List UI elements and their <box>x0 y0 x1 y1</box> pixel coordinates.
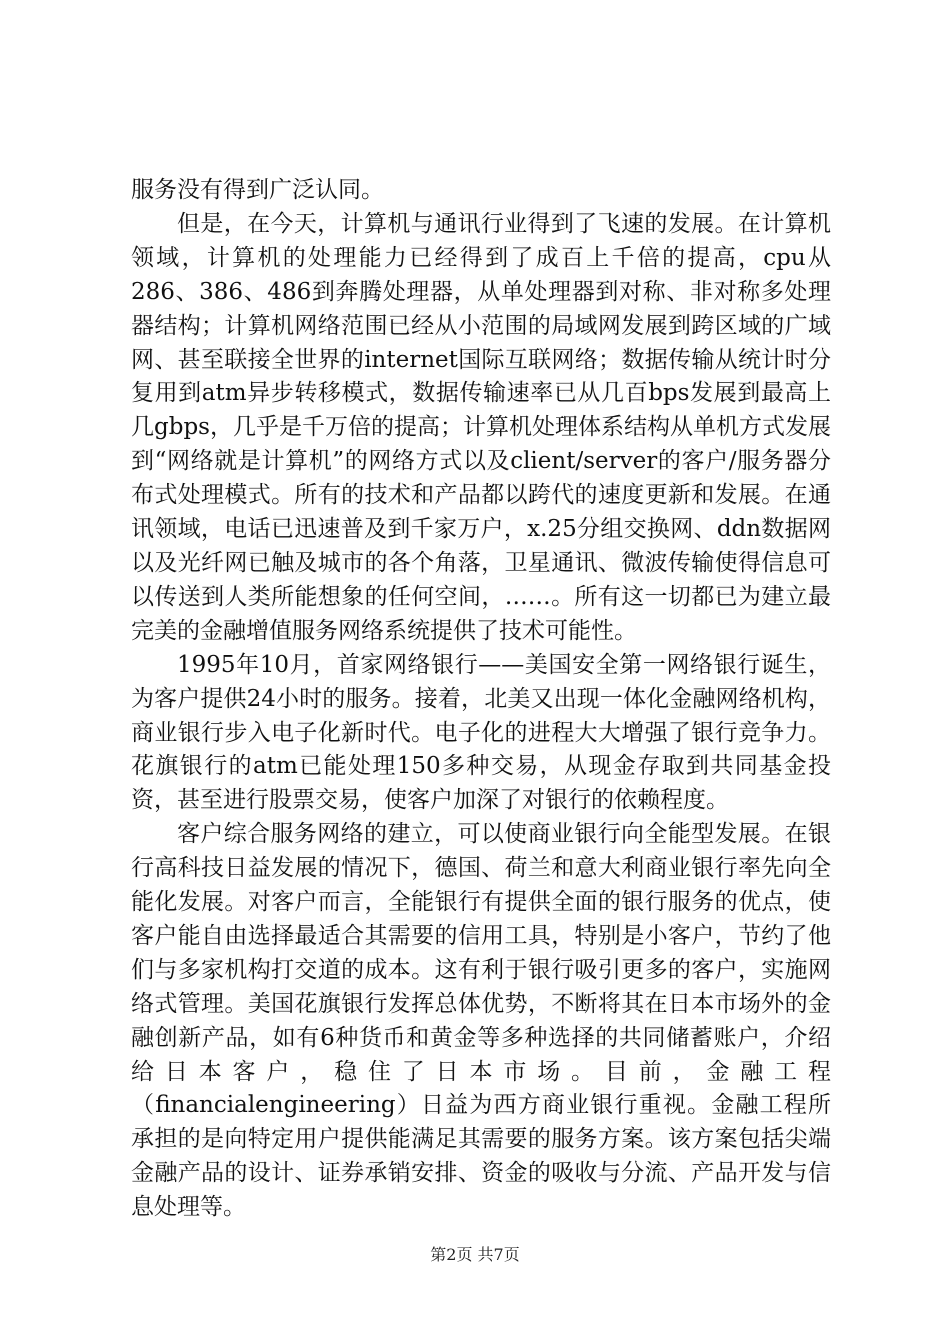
paragraph-network-bank: 1995年10月，首家网络银行——美国安全第一网络银行诞生，为客户提供24小时的服务。接着，北美又出现一体化金融网络机构，商业银行步入电子化新时代。电子化的进程大大增强了银行竞争力。花旗银行的atm已能处理150多种交易，从现金存取到共同基金投资，甚至进行股票交易，使客户加深了对银行的依赖程度。 <box>131 651 831 814</box>
paragraph-customer-service-network: 客户综合服务网络的建立，可以使商业银行向全能型发展。在银行高科技日益发展的情况下，德国、荷兰和意大利商业银行率先向全能化发展。对客户而言，全能银行有提供全面的银行服务的优点，使客户能自由选择最适合其需要的信用工具，特别是小客户，节约了他们与多家机构打交道的成本。这有利于银行吸引更多的客户，实施网络式管理。美国花旗银行发挥总体优势，不断将其在日本市场外的金融创新产品，如有6种货币和黄金等多种选择的共同储蓄账户，介绍给日本客户，稳住了日本市场。目前，金融工程（financialengineering）日益为西方商业银行重视。金融工程所承担的是向特定用户提供能满足其需要的服务方案。该方案包括尖端金融产品的设计、证券承销安排、资金的吸收与分流、产品开发与信息处理等。 <box>131 821 831 1221</box>
paragraph-technology-development: 但是，在今天，计算机与通讯行业得到了飞速的发展。在计算机领域，计算机的处理能力已经得到了成百上千倍的提高，cpu从286、386、486到奔腾处理器，从单处理器到对称、非对称多处理器结构；计算机网络范围已经从小范围的局域网发展到跨区域的广域网、甚至联接全世界的internet国际互联网络；数据传输从统计时分复用到atm异步转移模式，数据传输速率已从几百bps发展到最高上几gbps，几乎是千万倍的提高；计算机处理体系结构从单机方式发展到“网络就是计算机”的网络方式以及client/server的客户/服务器分布式处理模式。所有的技术和产品都以跨代的速度更新和发展。在通讯领域，电话已迅速普及到千家万户，x.25分组交换网、ddn数据网以及光纤网已触及城市的各个角落，卫星通讯、微波传输使得信息可以传送到人类所能想象的任何空间，……。所有这一切都已为建立最完美的金融增值服务网络系统提供了技术可能性。 <box>131 210 831 644</box>
body-text <box>131 174 831 1225</box>
paragraph-continuation: 服务没有得到广泛认同。 <box>131 177 384 203</box>
page-number-label: 第2页 共7页 <box>430 1245 520 1264</box>
page-footer <box>0 1244 950 1266</box>
